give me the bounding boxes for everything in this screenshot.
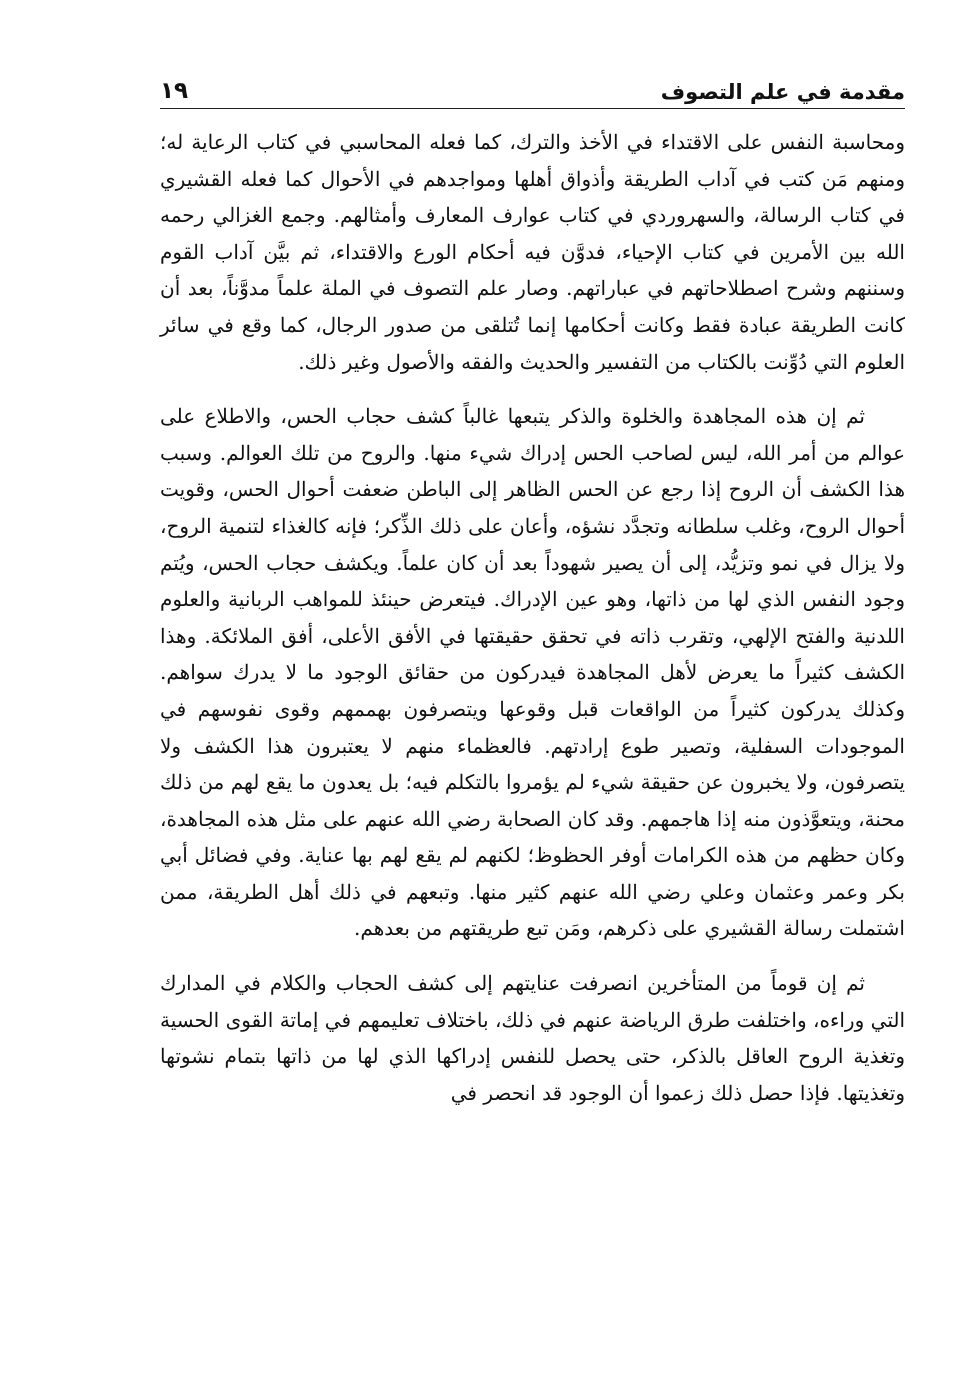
page-header [160, 60, 905, 109]
paragraph-kashf: ثم إن هذه المجاهدة والخلوة والذكر يتبعها غالباً كشف حجاب الحس، والاطلاع على عوالم من أمر الله، ليس لصاحب الحس إدراك شيء منها. والروح من تلك العوالم. وسبب هذا الكشف أن الروح إذا رجع عن الحس الظاهر إلى الباطن ضعفت أحوال الحس، وقويت أحوال الروح، وغلب سلطانه وتجدَّد نشؤه، وأعان على ذلك الذِّكر؛ فإنه كالغذاء لتنمية الروح، ولا يزال في نمو وتزيُّد، إلى أن يصير شهوداً بعد أن كان علماً. ويكشف حجاب الحس، ويُتم وجود النفس الذي لها من ذاتها، وهو عين الإدراك. فيتعرض حينئذ للمواهب الربانية والعلوم اللدنية والفتح الإلهي، وتقرب ذاته في تحقق حقيقتها في الأفق الأعلى، أفق الملائكة. وهذا الكشف كثيراً ما يعرض لأهل المجاهدة فيدركون من حقائق الوجود ما لا يدرك سواهم. وكذلك يدركون كثيراً من الواقعات قبل وقوعها ويتصرفون بهممهم وقوى نفوسهم في الموجودات السفلية، وتصير طوع إرادتهم. فالعظماء منهم لا يعتبرون هذا الكشف ولا يتصرفون، ولا يخبرون عن حقيقة شيء لم يؤمروا بالتكلم فيه؛ بل يعدون ما يقع لهم من ذلك محنة، ويتعوَّذون منه إذا هاجمهم. وقد كان الصحابة رضي الله عنهم على مثل هذه المجاهدة، وكان حظهم من هذه الكرامات أوفر الحظوظ؛ لكنهم لم يقع لهم بها عناية. وفي فضائل أبي بكر وعمر وعثمان وعلي رضي الله عنهم كثير منها. وتبعهم في ذلك أهل الطريقة، ممن اشتملت رسالة القشيري على ذكرهم، ومَن تبع طريقتهم من بعدهم. [160, 404, 906, 941]
paragraph-continuation: ومحاسبة النفس على الاقتداء في الأخذ والترك، كما فعله المحاسبي في كتاب الرعاية له؛ ومنهم مَن كتب في آداب الطريقة وأذواق أهلها ومواجدهم في الأحوال كما فعله القشيري في كتاب الرسالة، والسهروردي في كتاب عوارف المعارف وأمثالهم. وجمع الغزالي رحمه الله بين الأمرين في كتاب الإحياء، فدوَّن فيه أحكام الورع والاقتداء، ثم بيَّن آداب القوم وسننهم وشرح اصطلاحاتهم في عباراتهم. وصار علم التصوف في الملة علماً مدوَّناً، بعد أن كانت الطريقة عبادة فقط وكانت أحكامها إنما تُتلقى من صدور الرجال، كما وقع في سائر العلوم التي دُوِّنت بالكتاب من التفسير والحديث والفقه والأصول وغير ذلك. [160, 130, 905, 374]
paragraph-mutaakhkhirin: ثم إن قوماً من المتأخرين انصرفت عنايتهم إلى كشف الحجاب والكلام في المدارك التي وراءه، واختلفت طرق الرياضة عنهم في ذلك، باختلاف تعليمهم في إماتة القوى الحسية وتغذية الروح العاقل بالذكر، حتى يحصل للنفس إدراكها الذي لها من ذاتها بتمام نشوتها وتغذيتها. فإذا حصل ذلك زعموا أن الوجود قد انحصر في [160, 971, 905, 1105]
page-number: ١٩ [160, 78, 189, 104]
running-title: مقدمة في علم التصوف [660, 80, 905, 104]
body-text [160, 124, 905, 1111]
